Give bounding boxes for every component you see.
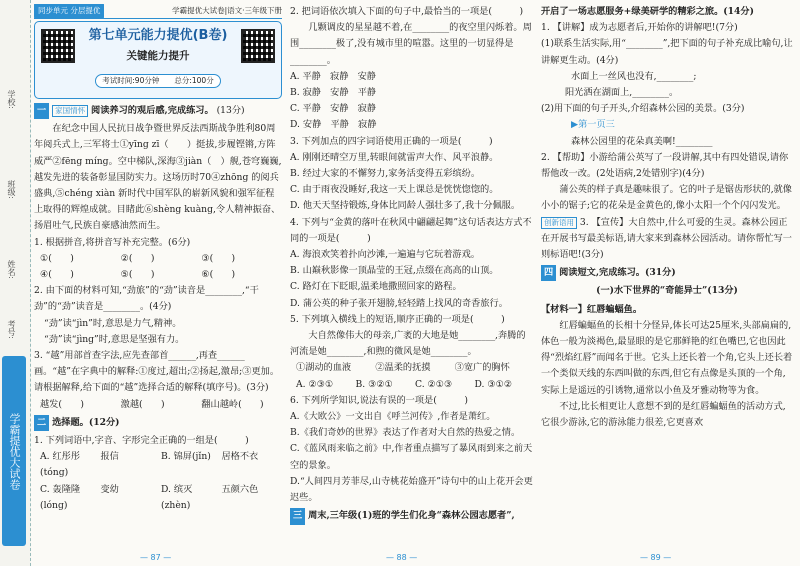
option[interactable]: B. 山巅秋影像一顶晶莹的王冠,点缀在高高的山顶。 [290, 265, 499, 277]
answer-line[interactable]: 森林公园里的花朵真美啊!________ [571, 135, 713, 147]
options-row [290, 377, 534, 393]
option[interactable]: 翻山越岭( ) [201, 398, 264, 410]
question-3-2: 2. 【帮助】小游给蒲公英写了一段讲解,其中有四处错误,请你帮他改一改。(2处语病,2处错别字)(4分) [541, 151, 789, 180]
exam-number-field: 考号: [7, 320, 16, 339]
column-1 [34, 4, 282, 549]
option[interactable]: A. 红彤彤(tóng) [40, 451, 81, 479]
option[interactable]: B. 经过大家的不懈努力,家务活变得五彩缤纷。 [290, 168, 481, 180]
option[interactable]: D. 安静 平静 寂静 [290, 119, 377, 131]
options-row [34, 449, 282, 481]
question-3-3 [541, 215, 793, 264]
section-number: 二 [34, 415, 49, 431]
qr-code-left-icon [41, 29, 75, 63]
question-2: 2. 由下面的材料可知,“劲旅”的“劲”读音是________,“干劲”的“劲”读音是________。(4分) [34, 285, 259, 313]
option[interactable]: 激越( ) [120, 398, 165, 410]
answer-blank[interactable]: ⑥( ) [201, 269, 236, 281]
hint-label: ▶第一页三 [571, 119, 615, 131]
answer-line[interactable]: 水面上一丝风也没有,________; [571, 70, 697, 82]
phrase-item: ①湖动的血液 [296, 362, 352, 374]
question-2-2: 2. 把词语依次填入下面的句子中,最恰当的一项是( ) [290, 6, 524, 17]
page-number: — 88 — [386, 553, 418, 562]
option[interactable]: B.《我们奇妙的世界》表达了作者对大自然的热爱之情。 [290, 427, 521, 439]
answer-blank[interactable]: ③( ) [201, 252, 236, 264]
answer-blank[interactable]: ④( ) [40, 269, 74, 281]
option[interactable]: A. ②③① [296, 378, 334, 390]
question-3-1-1: (1)联系生活实际,用“________”,把下面的句子补充成比喻句,让讲解更生动。(4分) [541, 38, 793, 66]
section-title: 阅读短文,完成练习。(31分) [559, 267, 676, 279]
section-1-header [34, 103, 282, 119]
section-points: (13分) [216, 105, 245, 116]
option[interactable]: C. 由于雨夜没睡好,我这一天上课总是恍恍惚惚的。 [290, 184, 499, 196]
option[interactable]: C. ②①③ [415, 378, 453, 390]
question-3-options [34, 397, 282, 413]
section-title: 周末,三年级(1)班的学生们化身“森林公园志愿者”, [308, 510, 515, 522]
option[interactable]: B. 寂静 安静 平静 [290, 87, 377, 99]
option: 居格不衣 [221, 451, 259, 463]
answer-blank[interactable]: ⑤( ) [120, 269, 155, 281]
page-header [34, 4, 282, 19]
header-series: 学霸提优大试卷|语文·三年级下册 [172, 5, 282, 15]
material-note: “劲”读“jìng”时,意思是坚强有力。 [44, 333, 185, 345]
question-text: 大自然像伟大的母亲,广袤的大地是她________,奔腾的河流是她________,和煦的微风是她________。 [290, 330, 526, 358]
section-title: 阅读养习的观后感,完成练习。 [91, 105, 214, 116]
material-label: 【材料一】红唇蝙蝠鱼。 [541, 303, 643, 315]
passage-paragraph: 红唇蝙蝠鱼的长相十分怪异,体长可达25厘米,头部扁扁的,体色一般为淡褐色,最显眼的是它那鲜艳的红色嘴巴,它也因此得“烈焰红唇”而闻名于世。它头上还长着一个角,它头上还长着一个类似天线的东西叫做的东西,但它有点像是头顶的一个角,实际上是遥远的引诱物,通常以小鱼及牙雅动物等为食。 [541, 319, 793, 396]
option: 报信 [100, 451, 119, 463]
material-note: “劲”读“jìn”时,意思是力气,精神。 [44, 317, 182, 329]
answer-blanks-row-1 [34, 251, 282, 267]
option[interactable]: D. 缤灭(zhèn) [161, 483, 193, 511]
page-number: — 89 — [640, 553, 672, 562]
section-badge: 创新语用 [541, 217, 577, 229]
name-field: 姓名: [7, 260, 16, 279]
answer-blank[interactable]: ②( ) [120, 252, 155, 264]
answer-blank[interactable]: ①( ) [40, 252, 74, 264]
option[interactable]: C.《蓝风雨来临之前》中,作者重点描写了暴风雨到来之前天空的景象。 [290, 443, 533, 471]
qr-code-right-icon [241, 29, 275, 63]
options-row [34, 482, 282, 514]
section-badge: 家国情怀 [52, 105, 88, 117]
page-title: 第七单元能力提优(B卷) [88, 28, 228, 43]
school-field: 学校: [7, 90, 16, 109]
section-3-intro: 开启了一场志愿服务+绿美研学的精彩之旅。(14分) [541, 6, 754, 17]
option[interactable]: D. ③①② [474, 378, 513, 390]
page-subtitle: 关键能力提升 [126, 50, 190, 62]
option[interactable]: D.“人间四月芳菲尽,山寺桃花始盛开”诗句中的山上花开会更迟些。 [290, 475, 533, 504]
brand-logo: 学霸提优大试卷 [2, 356, 26, 546]
phrase-item: ②温柔的抚摸 [375, 362, 431, 374]
option[interactable]: A.《大欧公》一文出自《呼兰河传》,作者是萧红。 [290, 411, 496, 423]
phrase-item: ③宽广的胸怀 [454, 362, 510, 374]
option[interactable]: C. 平静 安静 寂静 [290, 103, 377, 115]
answer-blanks-row-2 [34, 267, 282, 283]
section-title: 选择题。(12分) [52, 416, 120, 428]
question-text: 几颗调皮的星星越不着,在________的夜空里闪烁着。周围________极了,没有城市里的喧嚣。这里的一切显得是________。 [290, 22, 532, 66]
passage-title: (一)水下世界的“奇能异士”(13分) [596, 285, 738, 297]
section-4-header [541, 265, 793, 281]
section-number: 三 [290, 508, 305, 524]
answer-line[interactable]: 阳光洒在湖面上,________。 [565, 87, 679, 99]
option[interactable]: C. 轰隆隆(lóng) [40, 483, 81, 511]
section-number: 一 [34, 103, 49, 119]
column-2 [290, 4, 534, 549]
question-2-3: 3. 下列加点的四字词语使用正确的一项是( ) [290, 135, 493, 147]
section-number: 四 [541, 265, 556, 281]
option[interactable]: C. 路灯在下眨眼,温柔地撒照回家的路程。 [290, 281, 462, 293]
option[interactable]: D. 蒲公英的种子张开翅膀,轻轻踏上找风的奇香旅行。 [290, 297, 508, 309]
page-number: — 87 — [140, 553, 172, 562]
option[interactable]: B. 锦屏(jǐn) [161, 451, 211, 463]
phrase-items [290, 360, 534, 376]
question-3: 3. “越”用部首查字法,应先查部首______,再查______画。“越”在字典中的解释:①度过,超出;②扬起,激昂;③更加。请根据解释,给下面的“越”选择合适的解释(填序号)。(3分) [34, 350, 280, 394]
title-box [34, 21, 282, 99]
option[interactable]: A. 刚刚还晴空万里,转眼间就雷声大作、风平浪静。 [290, 151, 499, 163]
passage-paragraph: 在纪念中国人民抗日战争暨世界反法西斯战争胜利80周年阅兵式上,三军将士①yīng zī（ ）挺拔,步履铿锵,方阵威严②fēng míng。空中梯队,深海③jiàn（ ）舰,苍穹巍巍,越发先进的装备彰显国防实力。这场历时70④zhōng 的阅兵盛典,⑤chéng xiàn 新时代中国军队的崭新风貌和强军征程上取得的辉煌成就。目睹此⑥shèng kuàng,令人精神振奋、扬眉吐气,民族自豪感油然而生。 [34, 123, 282, 232]
class-field: 班级: [7, 180, 16, 199]
question-3-1-2: (2)用下面的句子开头,介绍森林公园的美景。(3分) [541, 103, 745, 115]
column-3 [541, 4, 793, 549]
passage-paragraph: 不过,比长相更让人意想不到的是红唇蝙蝠鱼的活动方式,它很少游泳,它的游泳能力很差,它更喜欢 [541, 400, 786, 429]
question-1: 1. 根据拼音,将拼音写补充完整。(6分) [34, 236, 191, 248]
question-text: 3. 【宣传】大自然中,什么可爱的生灵。森林公园正在开展书写最美标语,请大家来到森林公园活动。请你帮忙写一则标语吧!(3分) [541, 216, 792, 261]
header-tag: 同步单元 分层提优 [34, 4, 104, 19]
option[interactable]: D. 他天天坚持锻炼,身体比同龄人强壮多了,我十分佩服。 [290, 200, 521, 212]
question-2-1: 1. 下列词语中,字音、字形完全正确的一组是( ) [34, 435, 249, 447]
section-2-header [34, 415, 282, 431]
option: 变幼 [100, 483, 119, 495]
option[interactable]: 越发( ) [40, 398, 84, 410]
option[interactable]: A. 平静 寂静 安静 [290, 70, 376, 82]
question-2-5: 5. 下列填入横线上的短语,顺序正确的一项是( ) [290, 313, 505, 325]
question-2-4: 4. 下列与“金黄的落叶在秋风中翩翩起舞”这句话表达方式不同的一项是( ) [290, 216, 532, 244]
option: 五颜六色 [221, 483, 259, 495]
option[interactable]: A. 海浪欢笑着扑向沙滩,一遍遍与它玩着游戏。 [290, 249, 480, 261]
exam-meta: 考试时间:90分钟 总分:100分 [95, 74, 221, 88]
question-3-1: 1. 【讲解】成为志愿者后,开始你的讲解吧!(7分) [541, 22, 738, 34]
section-3-header [290, 508, 534, 524]
binding-margin [0, 0, 31, 566]
question-text: 蒲公英的样子真是趣味很了。它的叶子是锯齿形状的,就像小小的锯子;它的花朵是金黄色的,像小太阳一个个闪闪发光。 [541, 184, 792, 212]
question-2-6: 6. 下列所学知识,说法有误的一项是( ) [290, 394, 468, 406]
option[interactable]: B. ③②① [355, 378, 393, 390]
